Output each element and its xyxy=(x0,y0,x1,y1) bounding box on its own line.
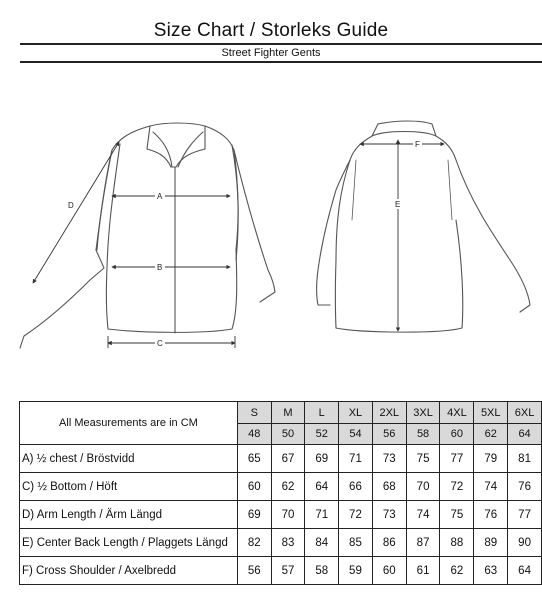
table-cell: 76 xyxy=(508,473,542,501)
table-cell: 89 xyxy=(474,529,508,557)
jacket-back-outline xyxy=(317,121,531,332)
table-cell: 63 xyxy=(474,557,508,585)
eu-size-header: 62 xyxy=(474,424,508,445)
table-cell: 71 xyxy=(305,501,339,529)
size-header: XL xyxy=(339,402,373,424)
table-row xyxy=(20,473,542,501)
page-subtitle: Street Fighter Gents xyxy=(221,47,321,59)
table-cell: 84 xyxy=(305,529,339,557)
table-cell: 71 xyxy=(339,445,373,473)
table-row xyxy=(20,529,542,557)
table-cell: 70 xyxy=(271,501,305,529)
table-cell: 79 xyxy=(474,445,508,473)
table-cell: 64 xyxy=(508,557,542,585)
size-header: M xyxy=(271,402,305,424)
measure-d-line xyxy=(33,142,119,283)
row-label: C) ½ Bottom / Höft xyxy=(20,473,238,501)
table-cell: 61 xyxy=(406,557,440,585)
eu-size-header: 64 xyxy=(508,424,542,445)
table-cell: 77 xyxy=(440,445,474,473)
table-cell: 56 xyxy=(237,557,271,585)
measure-c-label: C xyxy=(157,339,163,348)
table-cell: 85 xyxy=(339,529,373,557)
table-row xyxy=(20,501,542,529)
eu-size-header: 54 xyxy=(339,424,373,445)
eu-size-header: 56 xyxy=(372,424,406,445)
page-title: Size Chart / Storleks Guide xyxy=(153,20,389,41)
table-cell: 82 xyxy=(237,529,271,557)
eu-size-header: 50 xyxy=(271,424,305,445)
table-cell: 69 xyxy=(305,445,339,473)
table-cell: 73 xyxy=(372,445,406,473)
table-cell: 73 xyxy=(372,501,406,529)
row-label: F) Cross Shoulder / Axelbredd xyxy=(20,557,238,585)
size-header: 3XL xyxy=(406,402,440,424)
measure-d-label: D xyxy=(68,201,74,210)
table-cell: 77 xyxy=(508,501,542,529)
table-cell: 66 xyxy=(339,473,373,501)
measure-e-label: E xyxy=(395,200,401,209)
table-cell: 74 xyxy=(406,501,440,529)
eu-size-header: 58 xyxy=(406,424,440,445)
size-table xyxy=(19,401,542,585)
table-row xyxy=(20,445,542,473)
size-header: 6XL xyxy=(508,402,542,424)
row-label: D) Arm Length / Ärm Längd xyxy=(20,501,238,529)
jacket-front-outline xyxy=(20,123,275,348)
table-cell: 70 xyxy=(406,473,440,501)
table-cell: 88 xyxy=(440,529,474,557)
table-cell: 64 xyxy=(305,473,339,501)
eu-size-header: 48 xyxy=(237,424,271,445)
table-cell: 81 xyxy=(508,445,542,473)
eu-size-header: 52 xyxy=(305,424,339,445)
table-cell: 62 xyxy=(271,473,305,501)
measure-a-label: A xyxy=(157,192,163,201)
table-cell: 68 xyxy=(372,473,406,501)
table-cell: 72 xyxy=(339,501,373,529)
table-cell: 75 xyxy=(406,445,440,473)
table-cell: 87 xyxy=(406,529,440,557)
eu-size-header: 60 xyxy=(440,424,474,445)
measure-b-label: B xyxy=(157,263,163,272)
table-cell: 69 xyxy=(237,501,271,529)
table-cell: 72 xyxy=(440,473,474,501)
table-cell: 67 xyxy=(271,445,305,473)
size-header: L xyxy=(305,402,339,424)
table-cell: 60 xyxy=(237,473,271,501)
table-cell: 62 xyxy=(440,557,474,585)
size-header: 5XL xyxy=(474,402,508,424)
table-cell: 59 xyxy=(339,557,373,585)
table-cell: 74 xyxy=(474,473,508,501)
table-cell: 86 xyxy=(372,529,406,557)
size-header: 4XL xyxy=(440,402,474,424)
table-cell: 57 xyxy=(271,557,305,585)
jacket-diagram xyxy=(0,100,542,350)
size-header: S xyxy=(237,402,271,424)
subtitle-underline xyxy=(20,61,542,63)
table-cell: 58 xyxy=(305,557,339,585)
row-label: A) ½ chest / Bröstvidd xyxy=(20,445,238,473)
measure-f-label: F xyxy=(415,140,420,149)
table-cell: 76 xyxy=(474,501,508,529)
title-underline xyxy=(20,43,542,45)
measurement-unit-note: All Measurements are in CM xyxy=(20,402,238,445)
table-cell: 60 xyxy=(372,557,406,585)
table-cell: 83 xyxy=(271,529,305,557)
table-cell: 65 xyxy=(237,445,271,473)
size-header: 2XL xyxy=(372,402,406,424)
table-cell: 90 xyxy=(508,529,542,557)
table-cell: 75 xyxy=(440,501,474,529)
table-row xyxy=(20,557,542,585)
row-label: E) Center Back Length / Plaggets Längd xyxy=(20,529,238,557)
